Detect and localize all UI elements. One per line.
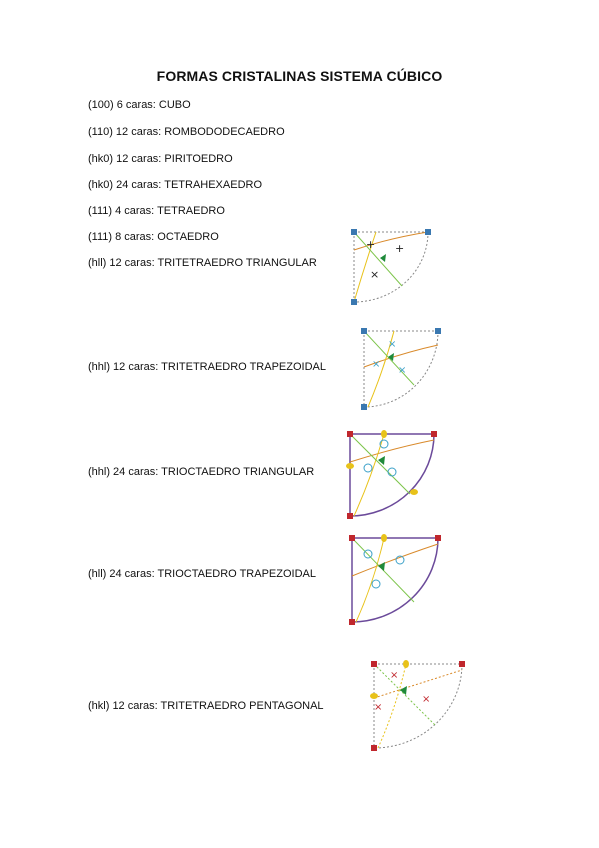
form-trioctaedro-triangular: (hhl) 24 caras: TRIOCTAEDRO TRIANGULAR	[88, 466, 315, 478]
stereogram-tritetraedro-triangular	[350, 228, 432, 306]
svg-text:×: ×	[372, 359, 381, 370]
svg-text:+: +	[395, 242, 405, 255]
form-tritetraedro-triangular: (hll) 12 caras: TRITETRAEDRO TRIANGULAR	[88, 257, 317, 269]
form-piritoedro: (hk0) 12 caras: PIRITOEDRO	[88, 153, 233, 165]
form-trioctaedro-trapezoidal: (hll) 24 caras: TRIOCTAEDRO TRAPEZOIDAL	[88, 568, 316, 580]
page-title: FORMAS CRISTALINAS SISTEMA CÚBICO	[156, 68, 443, 84]
form-rombododecaedro: (110) 12 caras: ROMBODODECAEDRO	[88, 126, 285, 138]
svg-text:×: ×	[370, 268, 380, 281]
stereogram-tritetraedro-pentagonal	[368, 658, 468, 754]
green-triangle-icon	[380, 254, 386, 262]
form-octaedro: (111) 8 caras: OCTAEDRO	[88, 231, 219, 243]
stereogram-tritetraedro-trapezoidal	[358, 327, 442, 411]
svg-text:×: ×	[398, 365, 407, 376]
svg-text:×: ×	[390, 670, 399, 681]
svg-text:+: +	[366, 238, 376, 251]
form-tetrahexaedro: (hk0) 24 caras: TETRAHEXAEDRO	[88, 179, 263, 191]
form-tetraedro: (111) 4 caras: TETRAEDRO	[88, 205, 225, 217]
form-tritetraedro-trapezoidal: (hhl) 12 caras: TRITETRAEDRO TRAPEZOIDAL	[88, 361, 326, 373]
form-tritetraedro-pentagonal: (hkl) 12 caras: TRITETRAEDRO PENTAGONAL	[88, 700, 324, 712]
svg-text:×: ×	[374, 702, 383, 713]
svg-text:×: ×	[422, 694, 431, 705]
form-cubo: (100) 6 caras: CUBO	[88, 99, 191, 111]
stereogram-trioctaedro-triangular	[344, 428, 442, 522]
svg-text:×: ×	[388, 339, 397, 350]
stereogram-trioctaedro-trapezoidal	[346, 532, 444, 628]
